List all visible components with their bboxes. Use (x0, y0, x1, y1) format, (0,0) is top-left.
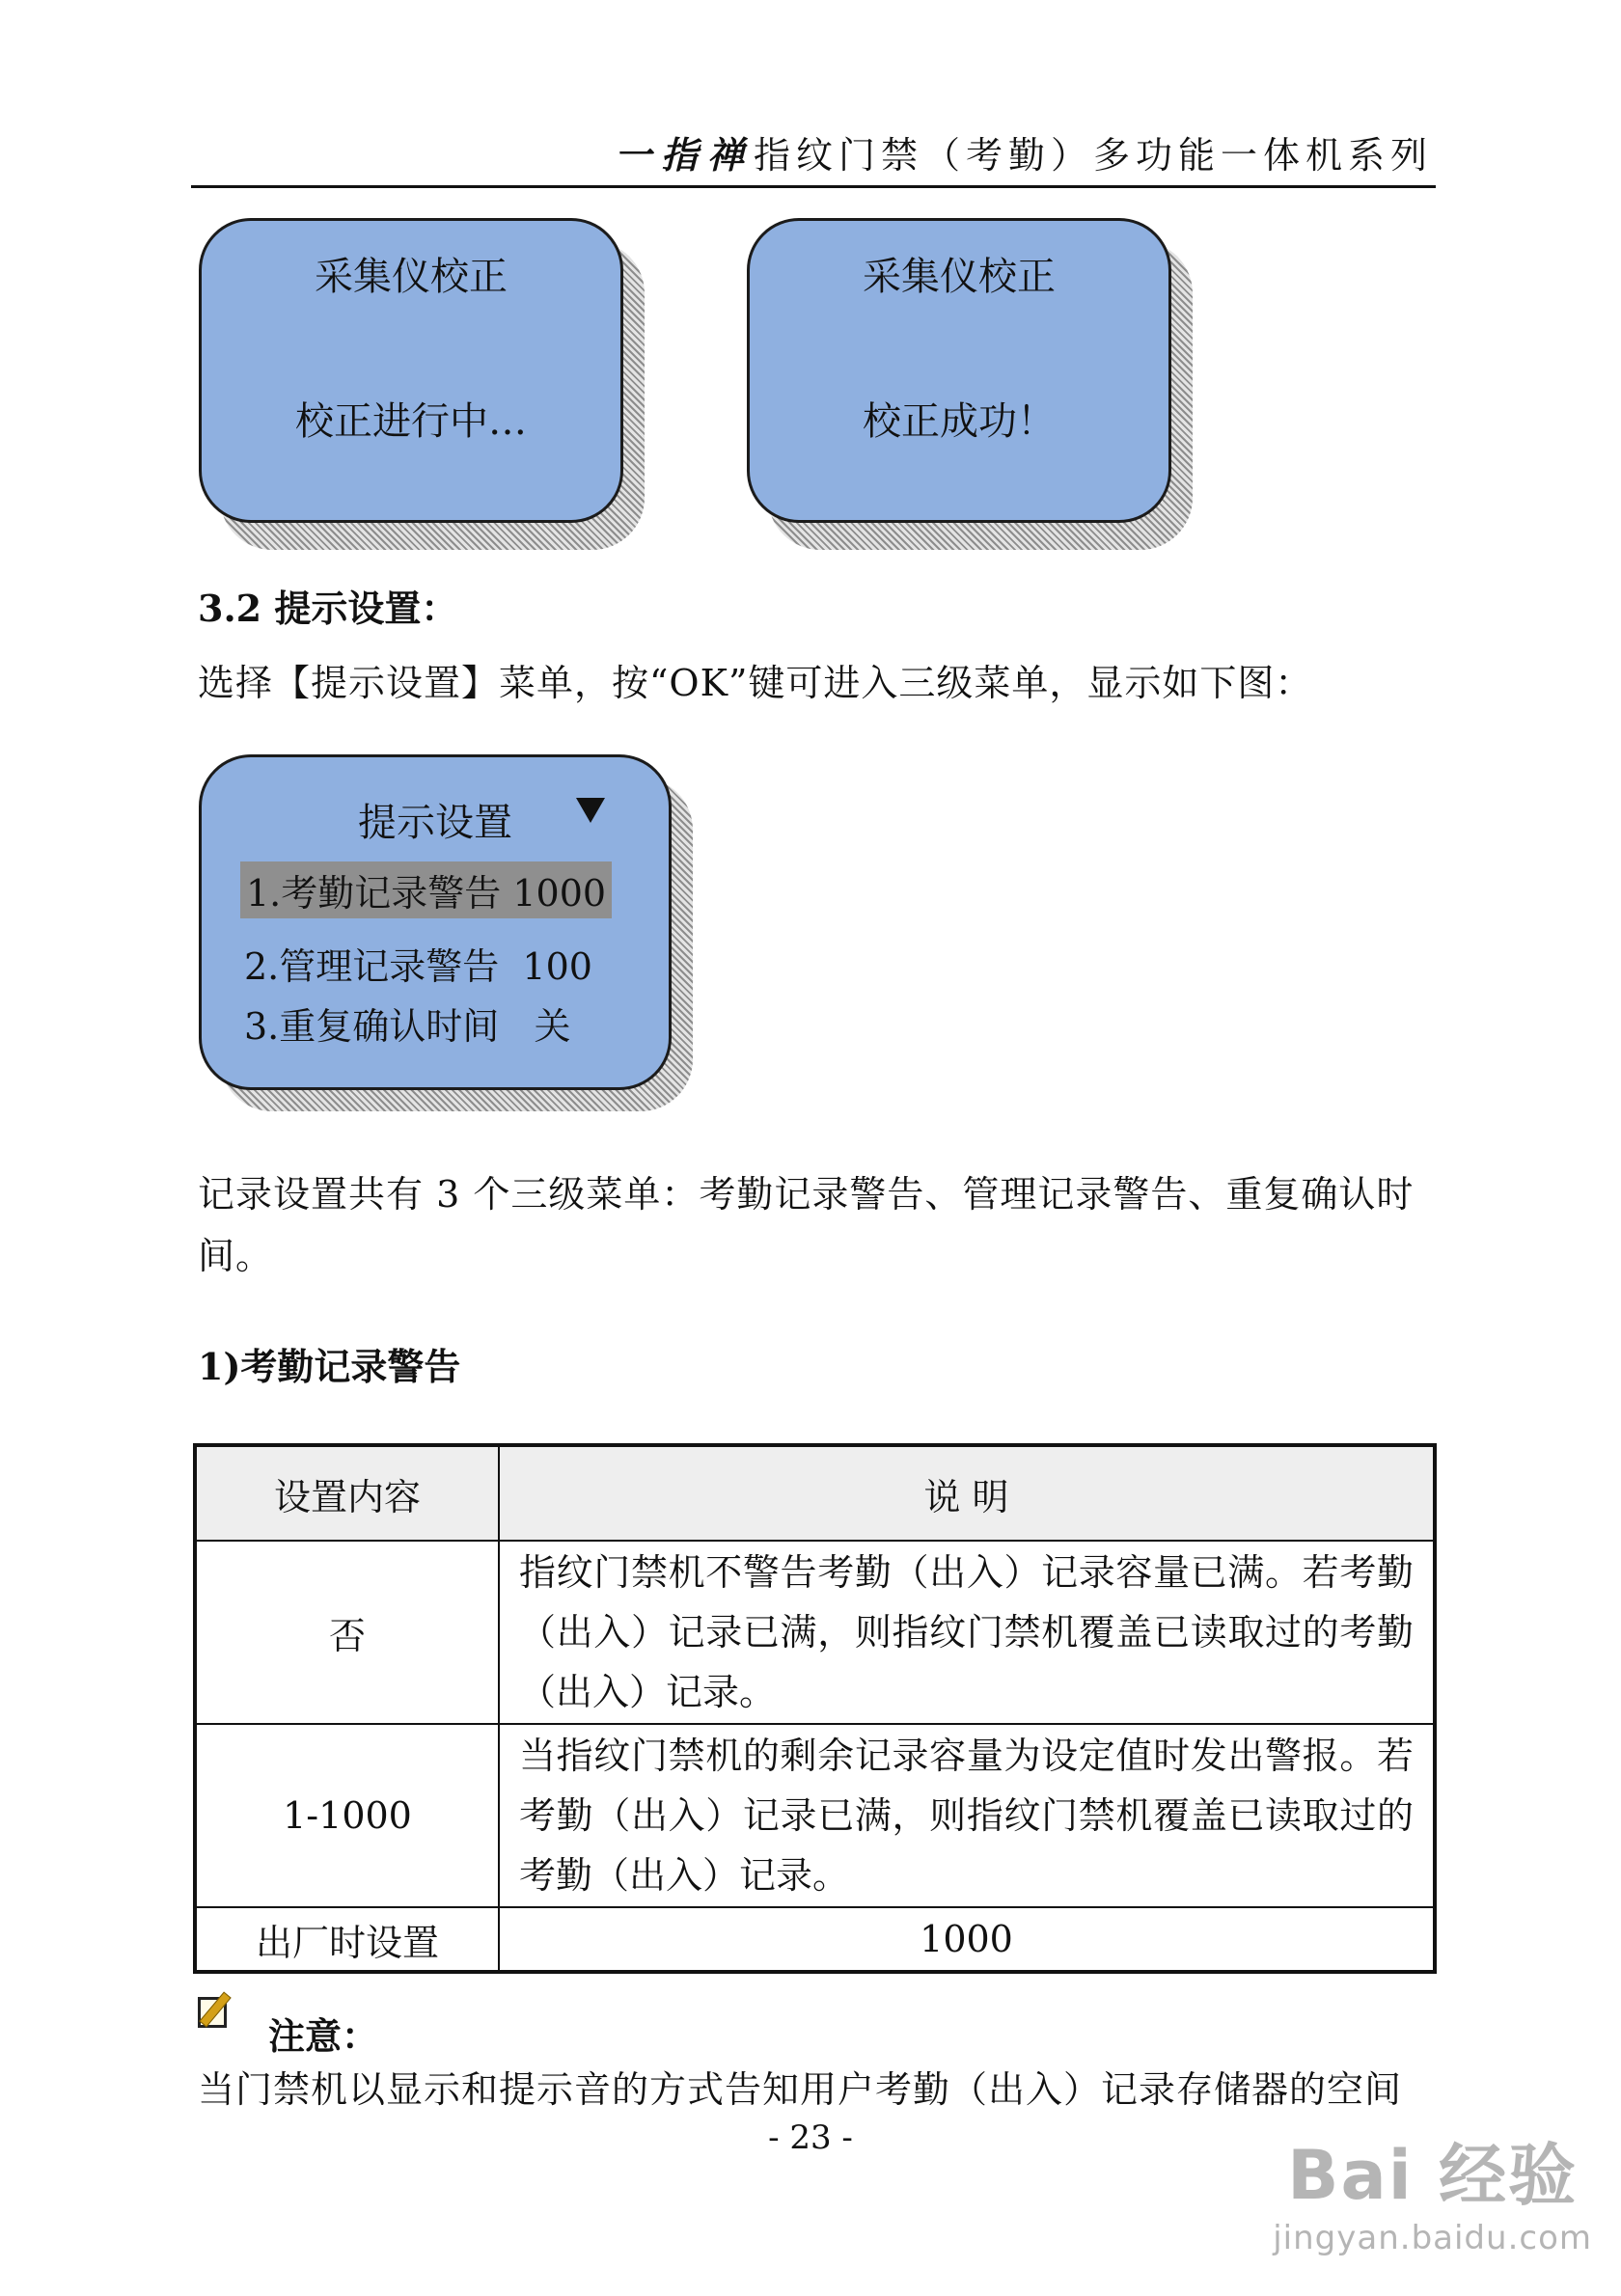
header-rule (191, 185, 1436, 188)
menu-item-admin-warning[interactable]: 2.管理记录警告 100 (244, 945, 592, 988)
table-cell-setting: 否 (195, 1541, 499, 1724)
settings-table (193, 1443, 1437, 1974)
watermark-brand: Bai 经验 (1287, 2136, 1579, 2215)
note-label: 注意： (268, 2014, 379, 2058)
page-number: - 23 - (768, 2118, 853, 2157)
lcd-screen-calibrated (747, 218, 1171, 523)
brand-logo: 一指禅 (614, 134, 754, 177)
header-title: 指纹门禁（考勤）多功能一体机系列 (753, 134, 1433, 177)
table-row (195, 1541, 1435, 1724)
lcd-title: 采集仪校正 (863, 255, 1056, 299)
lcd-message: 校正成功！ (863, 399, 1056, 444)
menu-item-repeat-confirm[interactable]: 3.重复确认时间 关 (244, 1005, 571, 1048)
menu-item-attendance-warning[interactable]: 1.考勤记录警告 1000 (240, 861, 612, 918)
baidu-watermark (1273, 2121, 1592, 2257)
lcd-message: 校正进行中… (295, 399, 527, 444)
menu-title: 提示设置 (358, 801, 512, 845)
note-pencil-icon (198, 1997, 227, 2028)
table-cell-desc: 指纹门禁机不警告考勤（出入）记录容量已满。若考勤（出入）记录已满，则指纹门禁机覆盖已读取过的考勤（出入）记录。 (499, 1541, 1435, 1724)
lcd-title: 采集仪校正 (315, 255, 508, 299)
table-row (195, 1724, 1435, 1907)
watermark-url: jingyan.baidu.com (1273, 2219, 1592, 2257)
table-cell-desc: 当指纹门禁机的剩余记录容量为设定值时发出警报。若考勤（出入）记录已满，则指纹门禁机覆盖已读取过的考勤（出入）记录。 (499, 1724, 1435, 1907)
table-header: 设置内容 (195, 1445, 499, 1541)
table-cell-setting: 1-1000 (195, 1724, 499, 1907)
table-header: 说 明 (499, 1445, 1435, 1541)
lcd-screen-calibrating (199, 218, 623, 523)
table-cell-desc: 1000 (499, 1907, 1435, 1972)
subsection-heading: 1)考勤记录警告 (198, 1345, 461, 1388)
section-intro: 选择【提示设置】菜单，按“OK”键可进入三级菜单，显示如下图： (198, 662, 1313, 704)
triangle-down-icon (576, 798, 605, 823)
lcd-screen-menu (199, 754, 672, 1090)
page-header (193, 125, 1433, 178)
table-cell-setting: 出厂时设置 (195, 1907, 499, 1972)
section-heading: 3.2 提示设置： (198, 587, 458, 630)
table-header-row (195, 1445, 1435, 1541)
note-text: 当门禁机以显示和提示音的方式告知用户考勤（出入）记录存储器的空间 (198, 2068, 1403, 2111)
summary-paragraph: 记录设置共有 3 个三级菜单：考勤记录警告、管理记录警告、重复确认时间。 (198, 1173, 1415, 1277)
table-row (195, 1907, 1435, 1972)
